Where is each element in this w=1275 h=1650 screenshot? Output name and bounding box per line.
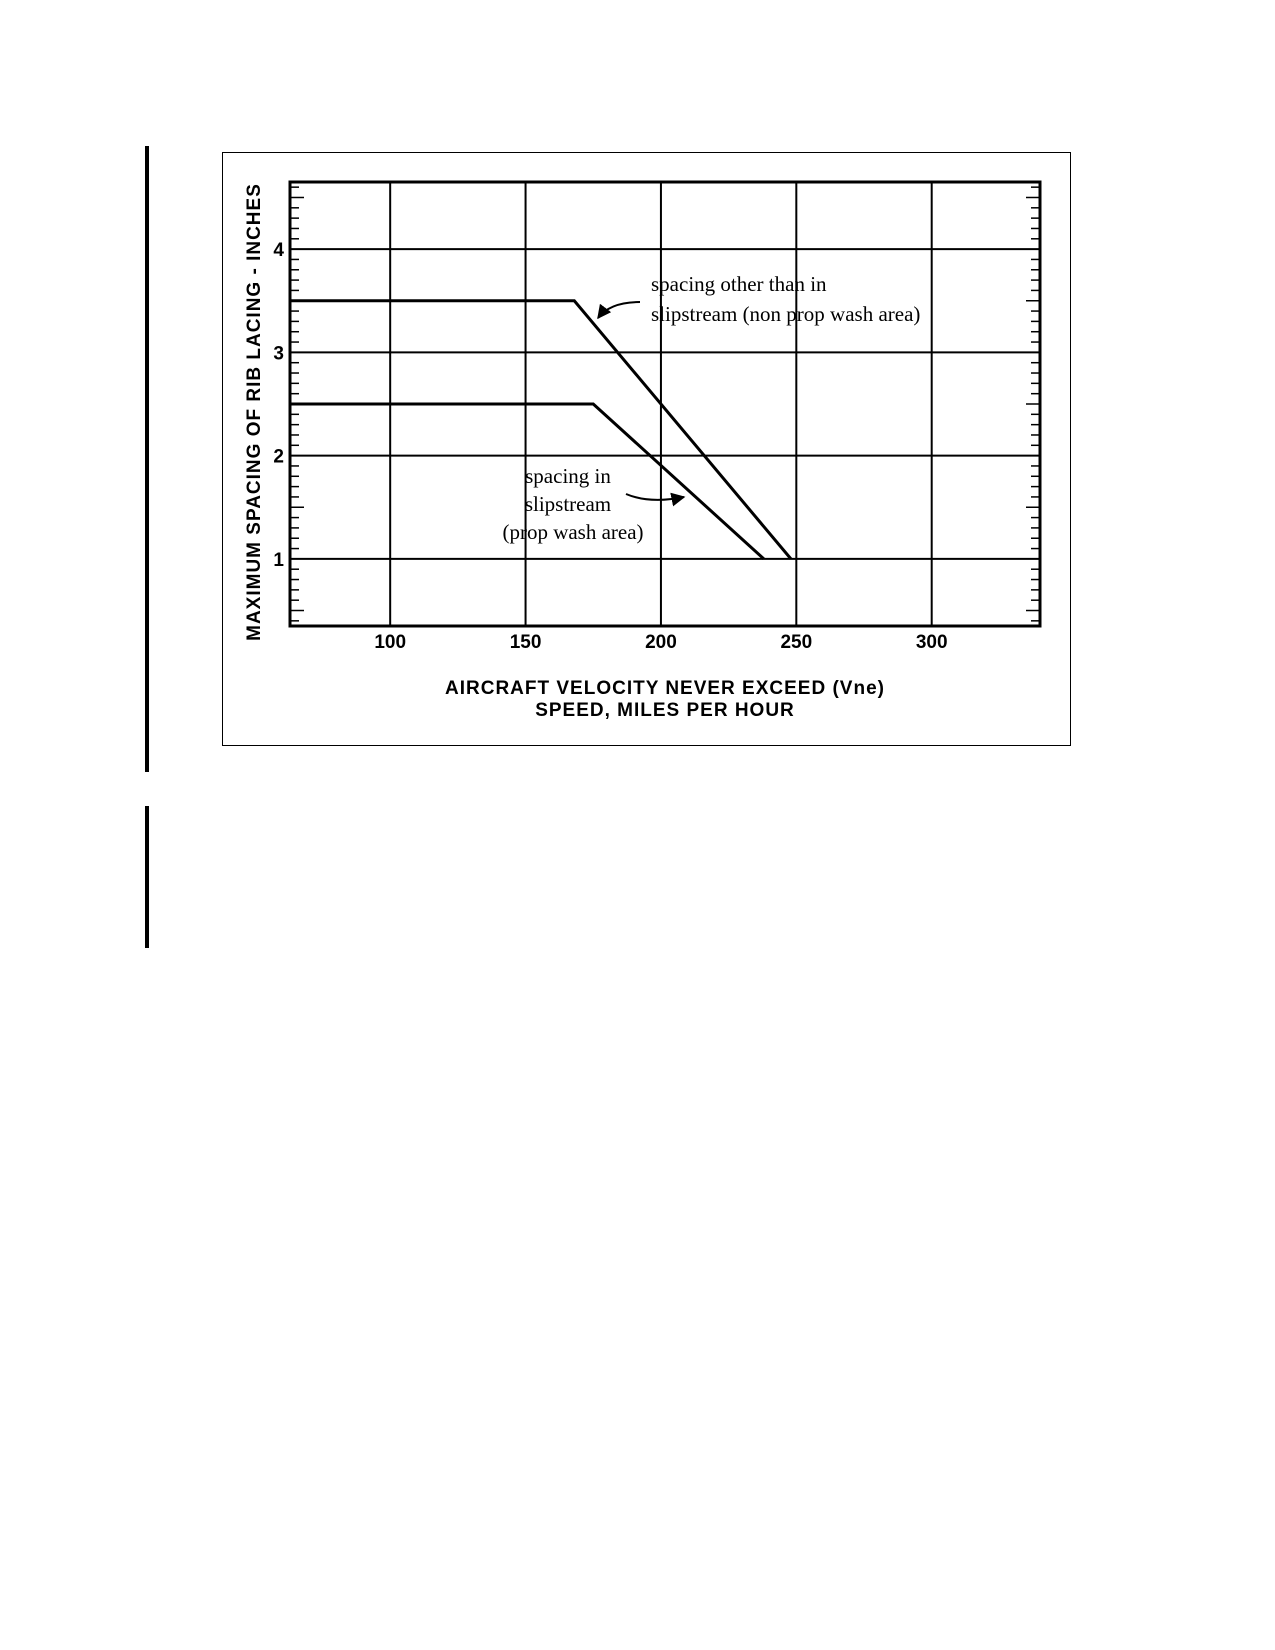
x-tick-label-0: 100 [374,632,407,653]
y-axis-label: MAXIMUM SPACING OF RIB LACING - INCHES [244,183,265,641]
annotation-prop-wash-line3: (prop wash area) [502,520,644,544]
x-tick-labels [374,632,947,653]
annotation-arrow-non-prop-wash [598,302,640,318]
x-axis-label-line2: SPEED, MILES PER HOUR [535,700,795,721]
x-tick-label-2: 200 [645,632,677,653]
annotation-non-prop-wash-line1: spacing other than in [651,272,827,296]
annotation-arrow-prop-wash [626,494,684,500]
x-tick-label-1: 150 [509,632,542,653]
annotation-non-prop-wash-line2: slipstream (non prop wash area) [651,302,921,326]
x-axis-label-line1: AIRCRAFT VELOCITY NEVER EXCEED (Vne) [445,678,885,699]
y-tick-label-3: 4 [273,240,284,262]
x-tick-label-4: 300 [915,632,948,653]
y-tick-label-0: 1 [273,549,284,571]
y-tick-label-2: 3 [273,343,284,365]
y-tick-labels [273,240,284,571]
annotation-prop-wash-line1: spacing in [525,464,611,488]
x-tick-label-3: 250 [780,632,813,653]
y-tick-label-1: 2 [273,446,284,468]
annotation-prop-wash-line2: slipstream [524,492,612,516]
